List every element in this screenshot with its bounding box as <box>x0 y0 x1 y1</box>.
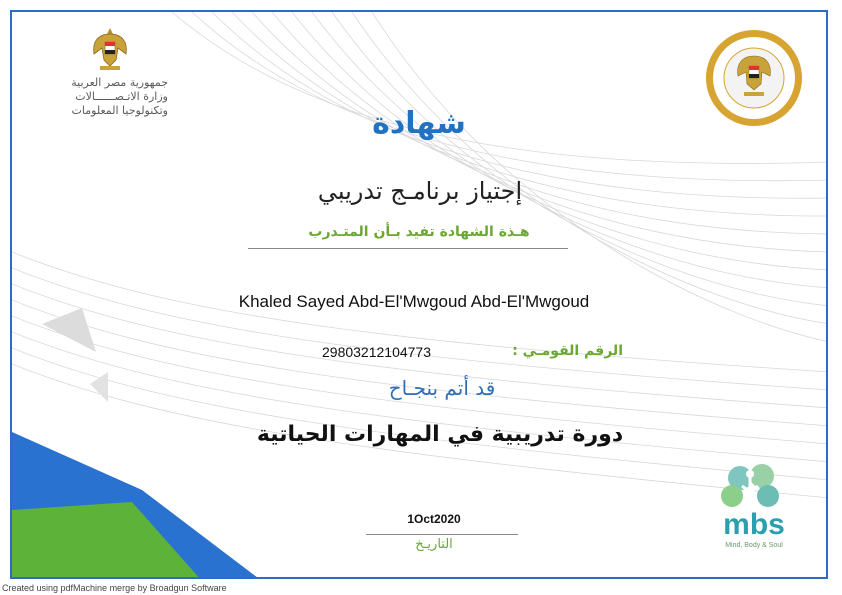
trainee-name: Khaled Sayed Abd-El'Mwgoud Abd-El'Mwgoud <box>238 292 590 311</box>
certificate-frame <box>10 10 828 579</box>
ministry-name-block <box>18 76 168 118</box>
completed-text: قد أتم بنجـاح <box>388 376 496 400</box>
date-underline <box>366 534 518 535</box>
egypt-eagle-icon <box>90 24 130 72</box>
certificate-intro-text: هـذة الشهادة تفيد بـأن المتـدرب <box>308 224 530 240</box>
date-label: التاريـخ <box>415 537 453 552</box>
youth-sports-seal-icon <box>704 28 804 128</box>
national-id-label: الرقم القومـي : <box>512 343 623 359</box>
national-id-value: 29803212104773 <box>322 344 432 360</box>
ministry-line-1: جمهورية مصر العربية <box>71 76 168 89</box>
course-name: دورة تدريبية في المهارات الحياتية <box>256 422 624 447</box>
ministry-line-3: وتكنولوجيا المعلومات <box>71 104 168 117</box>
certificate-title: شهادة <box>372 106 466 141</box>
decorative-triangle-small <box>90 372 108 402</box>
mbs-logo-text: mbs <box>723 508 785 541</box>
intro-underline <box>248 248 568 249</box>
footer-credit: Created using pdfMachine merge by Broadgun Software <box>2 583 227 593</box>
mbs-tagline: Mind, Body & Soul <box>725 542 783 549</box>
date-value: 1Oct2020 <box>407 512 461 526</box>
ministry-line-2: وزارة الاتـصــــــالات <box>75 90 168 103</box>
certificate-subtitle: إجتياز برنامـج تدريبي <box>317 177 523 205</box>
